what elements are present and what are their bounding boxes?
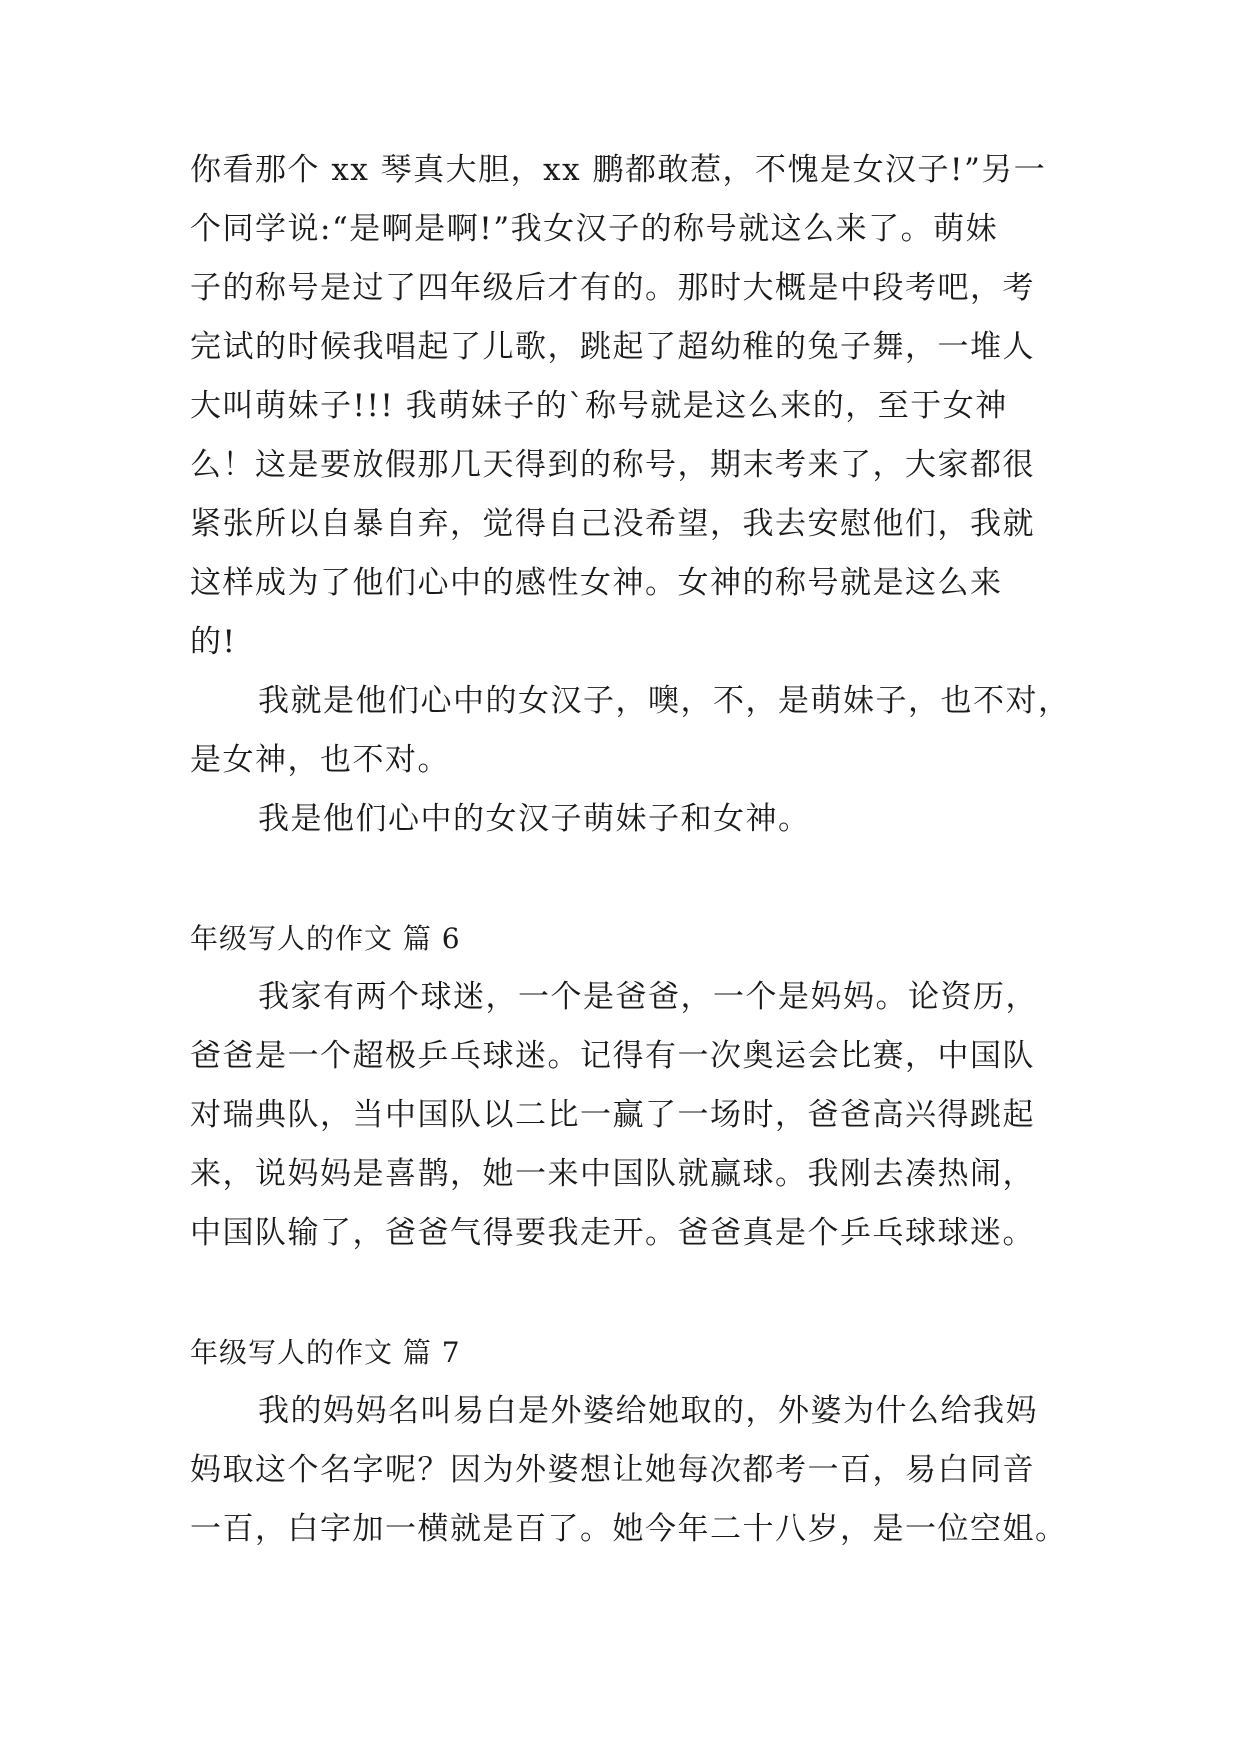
text-line: 子的称号是过了四年级后才有的。那时大概是中段考吧，考 <box>190 270 1035 306</box>
text-line: 一百，白字加一横就是百了。她今年二十八岁，是一位空姐。 <box>190 1511 1068 1547</box>
text-line: 我是他们心中的女汉子萌妹子和女神。 <box>258 801 811 837</box>
text-line: 是女神，也不对。 <box>190 742 450 778</box>
text-line: 这样成为了他们心中的感性女神。女神的称号就是这么来 <box>190 565 1003 601</box>
text-line: 紧张所以自暴自弃，觉得自己没希望，我去安慰他们，我就 <box>190 506 1035 542</box>
text-line: 来，说妈妈是喜鹊，她一来中国队就赢球。我刚去凑热闹， <box>190 1156 1035 1192</box>
text-line: 完试的时候我唱起了儿歌，跳起了超幼稚的兔子舞，一堆人 <box>190 329 1035 365</box>
section-heading: 年级写人的作文 篇 6 <box>190 922 461 955</box>
text-line: 大叫萌妹子!!! 我萌妹子的`称号就是这么来的，至于女神 <box>190 388 1008 424</box>
text-line: 我的妈妈名叫易白是外婆给她取的，外婆为什么给我妈 <box>258 1393 1038 1429</box>
text-line: 爸爸是一个超极乒乓球迷。记得有一次奥运会比赛，中国队 <box>190 1038 1035 1074</box>
text-line: 的! <box>190 624 237 660</box>
text-line: 我家有两个球迷，一个是爸爸，一个是妈妈。论资历， <box>258 979 1038 1015</box>
text-line: 个同学说:“是啊是啊!”我女汉子的称号就这么来了。萌妹 <box>190 211 999 247</box>
text-line: 对瑞典队，当中国队以二比一赢了一场时，爸爸高兴得跳起 <box>190 1097 1035 1133</box>
text-line: 你看那个 xx 琴真大胆，xx 鹏都敢惹，不愧是女汉子!”另一 <box>190 152 1047 188</box>
section-heading: 年级写人的作文 篇 7 <box>190 1336 461 1369</box>
text-line: 我就是他们心中的女汉子，噢，不，是萌妹子，也不对， <box>258 683 1071 719</box>
text-line: 妈取这个名字呢？因为外婆想让她每次都考一百，易白同音 <box>190 1452 1035 1488</box>
text-line: 么！这是要放假那几天得到的称号，期末考来了，大家都很 <box>190 447 1035 483</box>
text-line: 中国队输了，爸爸气得要我走开。爸爸真是个乒乓球球迷。 <box>190 1215 1035 1251</box>
